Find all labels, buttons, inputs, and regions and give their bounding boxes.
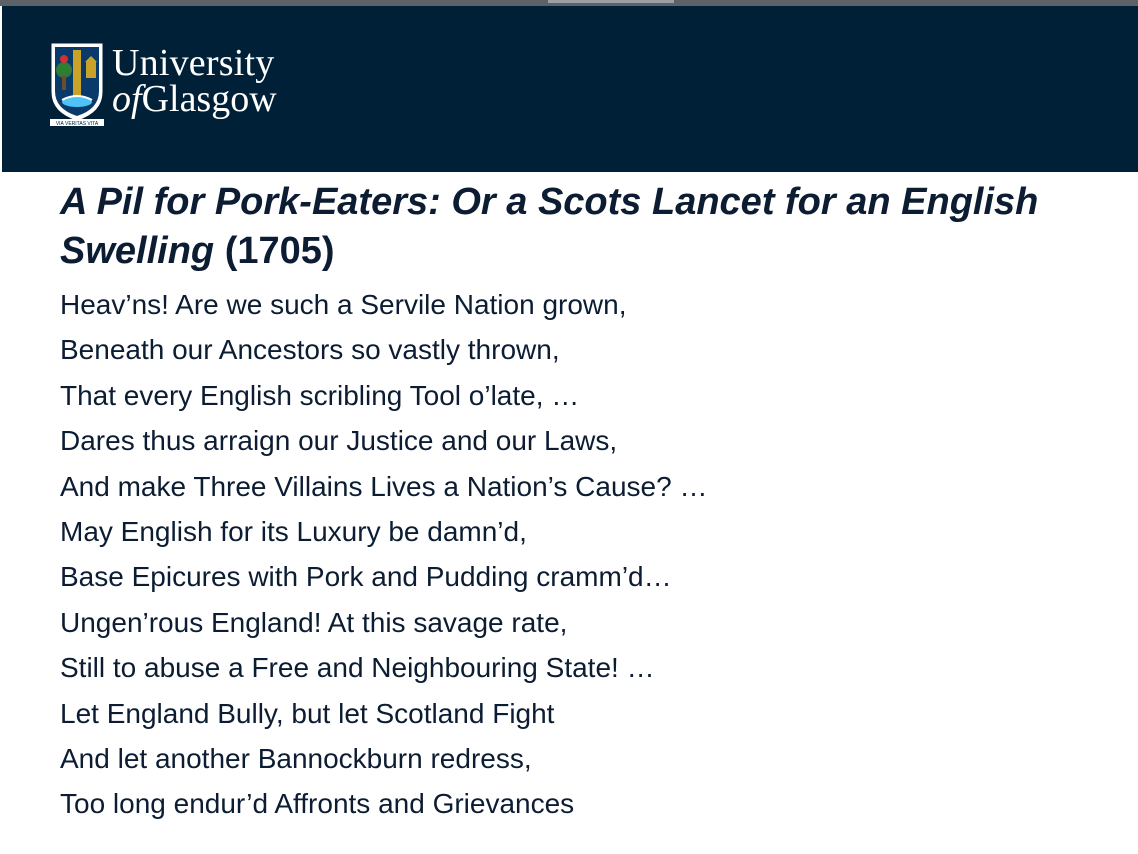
crest-motto: VIA VERITAS VITA bbox=[55, 120, 99, 126]
poem-line: And let another Bannockburn redress, bbox=[60, 743, 532, 775]
poem-line: Too long endur’d Affronts and Grievances bbox=[60, 788, 575, 820]
poem-line: Dares thus arraign our Justice and our Laws, bbox=[60, 425, 618, 457]
logo-line-glasgow bbox=[112, 80, 277, 118]
poem-line: Still to abuse a Free and Neighbouring State! … bbox=[60, 652, 655, 684]
logo-glasgow: Glasgow bbox=[141, 78, 277, 120]
poem-line: May English for its Luxury be damn’d, bbox=[60, 516, 527, 548]
poem-line: That every English scribling Tool o’late, … bbox=[60, 379, 580, 411]
slide-left-edge bbox=[0, 6, 2, 172]
poem-line: Beneath our Ancestors so vastly thrown, bbox=[60, 334, 560, 366]
poem-line: Let England Bully, but let Scotland Fight bbox=[60, 697, 555, 729]
slide-title bbox=[60, 178, 1110, 276]
university-crest-icon bbox=[50, 40, 104, 126]
logo-line-university: University bbox=[112, 42, 275, 84]
slide-title-year: (1705) bbox=[214, 230, 335, 272]
slide-title-italic: A Pil for Pork-Eaters: Or a Scots Lancet for an English Swelling bbox=[60, 181, 1039, 272]
poem-line: Ungen’rous England! At this savage rate, bbox=[60, 606, 568, 638]
window-tab-indicator bbox=[548, 0, 674, 3]
university-logo bbox=[112, 44, 277, 118]
poem-text bbox=[60, 282, 707, 827]
logo-of: of bbox=[112, 78, 142, 120]
poem-line: And make Three Villains Lives a Nation’s Cause? … bbox=[60, 470, 708, 502]
poem-line: Heav’ns! Are we such a Servile Nation grown, bbox=[60, 289, 627, 320]
poem-line: Base Epicures with Pork and Pudding cramm’d… bbox=[60, 561, 672, 593]
